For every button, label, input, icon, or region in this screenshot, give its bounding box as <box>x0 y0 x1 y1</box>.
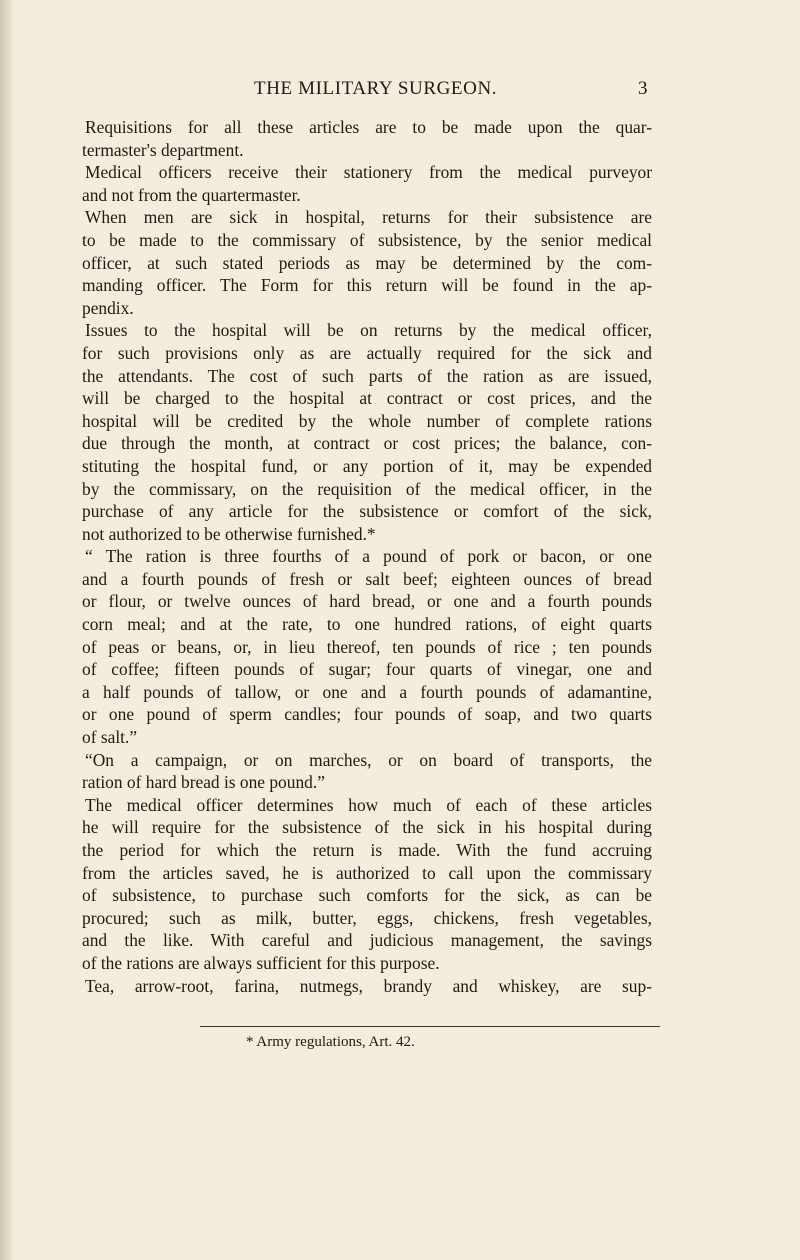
text-line: of subsistence, to purchase such comforts for the sick, as can be <box>82 885 652 906</box>
text-line: of coffee; fifteen pounds of sugar; four quarts of vinegar, one and <box>82 659 652 680</box>
text-line: will be charged to the hospital at contract or cost prices, and the <box>82 388 652 409</box>
text-line: due through the month, at contract or cost prices; the balance, con- <box>82 433 652 454</box>
text-line: officer, at such stated periods as may be determined by the com- <box>82 252 652 273</box>
text-line: corn meal; and at the rate, to one hundred rations, of eight quarts <box>82 614 652 635</box>
text-line: Requisitions for all these articles are to be made upon the quar- <box>85 117 652 137</box>
text-line: purchase of any article for the subsistence or comfort of the sick, <box>82 501 652 522</box>
text-line: for such provisions only as are actually required for the sick and <box>82 342 652 363</box>
text-line: “ The ration is three fourths of a pound of pork or bacon, or one <box>85 546 652 567</box>
page-number: 3 <box>638 78 648 99</box>
text-line: of the rations are always sufficient for this purpose. <box>82 952 440 973</box>
footnote-rule <box>200 1026 660 1027</box>
text-line: by the commissary, on the requisition of the medical officer, in the <box>82 478 652 499</box>
text-line: Medical officers receive their stationery from the medical purveyor <box>85 162 652 183</box>
text-line: the attendants. The cost of such parts of the ration as are issued, <box>82 365 652 386</box>
text-line: manding officer. The Form for this return will be found in the ap- <box>82 275 652 296</box>
page-gutter-shadow <box>0 0 14 1260</box>
text-line: or one pound of sperm candles; four pounds of soap, and two quarts <box>82 704 652 725</box>
text-line: ration of hard bread is one pound.” <box>82 772 325 793</box>
text-line: procured; such as milk, butter, eggs, chickens, fresh vegetables, <box>82 907 652 928</box>
text-line: Tea, arrow-root, farina, nutmegs, brandy and whiskey, are sup- <box>85 975 652 996</box>
text-line: termaster's department. <box>82 139 244 160</box>
text-line: the period for which the return is made. With the fund accruing <box>82 840 652 860</box>
text-line: “On a campaign, or on marches, or on board of transports, the <box>85 749 652 770</box>
text-line: to be made to the commissary of subsistence, by the senior medical <box>82 229 652 250</box>
text-line: from the articles saved, he is authorized to call upon the commissary <box>82 862 652 883</box>
text-line: or flour, or twelve ounces of hard bread, or one and a fourth pounds <box>82 591 652 612</box>
text-line: he will require for the subsistence of the sick in his hospital during <box>82 817 652 838</box>
body-text <box>82 116 652 997</box>
text-line: The medical officer determines how much of each of these articles <box>85 794 652 815</box>
text-line: pendix. <box>82 297 134 318</box>
text-line: not authorized to be otherwise furnished.* <box>82 523 376 544</box>
text-line: and the like. With careful and judicious management, the savings <box>82 930 652 951</box>
text-line: Issues to the hospital will be on returns by the medical officer, <box>85 320 652 341</box>
text-line: of peas or beans, or, in lieu thereof, ten pounds of rice ; ten pounds <box>82 636 652 657</box>
running-title: THE MILITARY SURGEON. <box>254 78 498 99</box>
text-line: a half pounds of tallow, or one and a fourth pounds of adamantine, <box>82 681 652 702</box>
text-line: of salt.” <box>82 727 138 748</box>
text-line: hospital will be credited by the whole number of complete rations <box>82 410 652 431</box>
text-line: When men are sick in hospital, returns for their subsistence are <box>85 207 652 228</box>
text-line: and not from the quartermaster. <box>82 184 301 205</box>
text-line: and a fourth pounds of fresh or salt beef; eighteen ounces of bread <box>82 568 652 589</box>
text-line: stituting the hospital fund, or any portion of it, may be expended <box>82 455 652 476</box>
footnote: * Army regulations, Art. 42. <box>246 1034 415 1050</box>
